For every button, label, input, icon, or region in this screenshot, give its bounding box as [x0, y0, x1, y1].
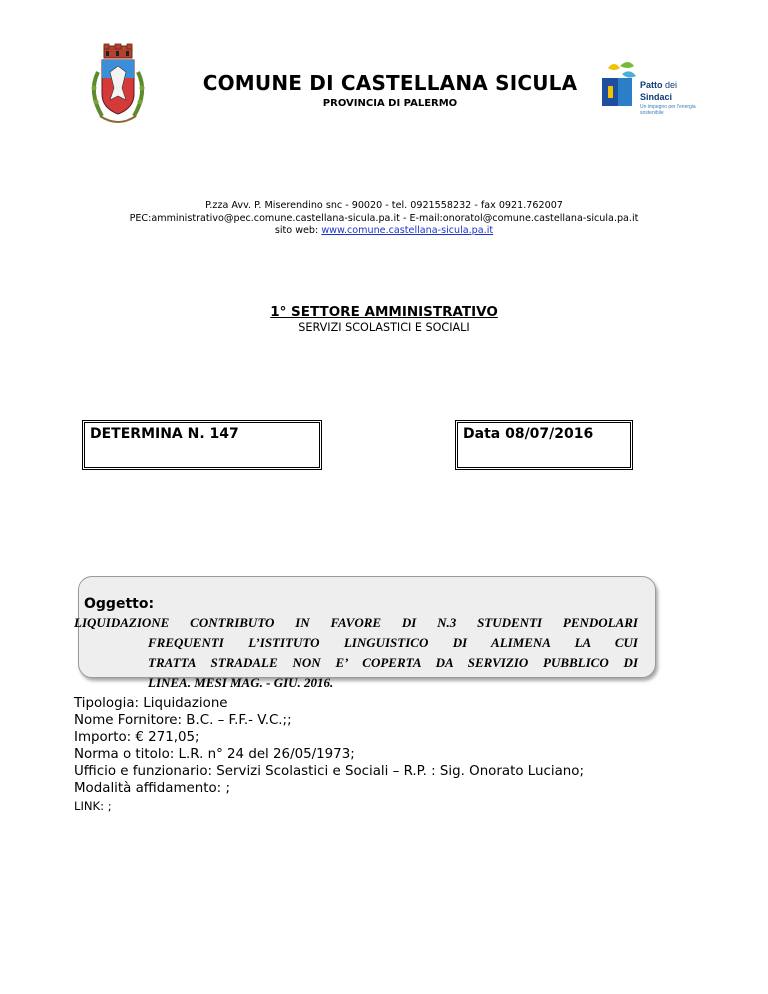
info-modalita: Modalità affidamento: ; — [74, 781, 230, 796]
patto-word-1: Patto dei — [640, 80, 678, 90]
patto-tagline: Un impegno per l'energia sostenibile — [640, 104, 696, 116]
info-fornitore: Nome Fornitore: B.C. – F.F.- V.C.;; — [74, 713, 292, 728]
determina-number-box — [82, 420, 322, 470]
patto-word-sindaci: Sindaci — [640, 92, 673, 102]
website-label: sito web: — [274, 225, 322, 236]
subject-label: Oggetto: — [84, 596, 155, 612]
info-importo: Importo: € 271,05; — [74, 730, 200, 745]
info-norma: Norma o titolo: L.R. n° 24 del 26/05/1973; — [74, 747, 355, 762]
info-link: LINK: ; — [74, 799, 112, 813]
subject-line-2: FREQUENTI L’ISTITUTO LINGUISTICO DI ALIMENA LA CUI — [148, 635, 638, 650]
website-link[interactable]: www.comune.castellana-sicula.pa.it — [321, 225, 494, 236]
subject-line-1: LIQUIDAZIONE CONTRIBUTO IN FAVORE DI N.3 STUDENTI PENDOLARI — [74, 615, 638, 630]
coat-of-arms-icon — [82, 42, 154, 132]
section-subtitle: SERVIZI SCOLASTICI E SOCIALI — [298, 321, 470, 334]
determina-date: Data 08/07/2016 — [463, 426, 594, 442]
info-ufficio: Ufficio e funzionario: Servizi Scolastici e Sociali – R.P. : Sig. Onorato Luciano; — [74, 764, 584, 779]
municipality-title: COMUNE DI CASTELLANA SICULA — [202, 71, 578, 95]
determina-number: DETERMINA N. 147 — [90, 426, 239, 442]
email-line: PEC:amministrativo@pec.comune.castellana-sicula.pa.it - E-mail:onoratol@comune.castellana-sicula.pa.it — [129, 213, 639, 224]
info-tipologia: Tipologia: Liquidazione — [74, 696, 228, 711]
subject-line-4: LINEA. MESI MAG. - GIU. 2016. — [148, 675, 334, 690]
determina-date-box — [455, 420, 633, 470]
subject-text — [74, 613, 638, 693]
section-title: 1° SETTORE AMMINISTRATIVO — [270, 304, 498, 320]
website-line — [0, 225, 768, 236]
address-line: P.zza Avv. P. Miserendino snc - 90020 - tel. 0921558232 - fax 0921.762007 — [205, 200, 563, 211]
province-subtitle: PROVINCIA DI PALERMO — [322, 98, 458, 109]
subject-line-3: TRATTA STRADALE NON E’ COPERTA DA SERVIZIO PUBBLICO DI — [148, 655, 638, 670]
